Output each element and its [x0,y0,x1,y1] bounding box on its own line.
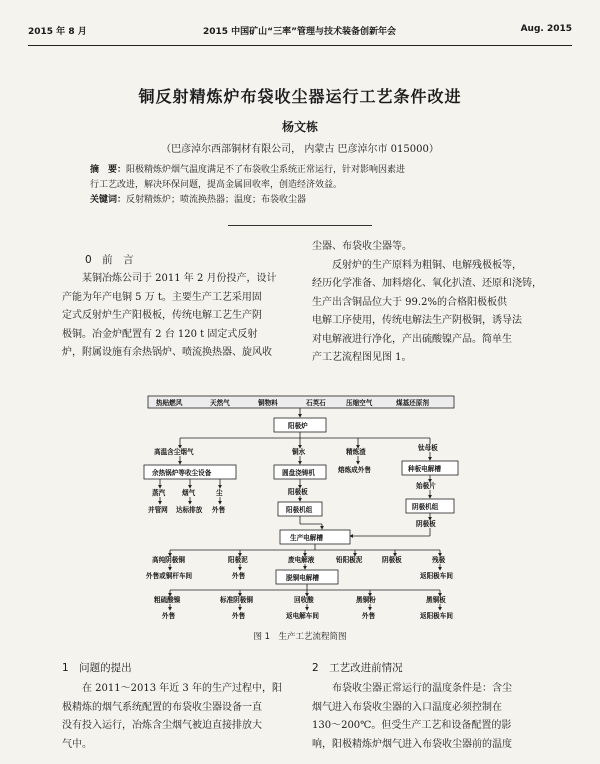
flow-node-use: 返阳极车间 [420,572,453,580]
text-line: 130～200℃。但受生产工艺和设备配置的影 [312,720,512,731]
flow-node-recovered: 回收酸 [294,596,314,604]
abstract-line: 行工艺改进，解决环保问题，提高金属回收率，创造经济效益。 [90,180,343,190]
flow-node-residual: 残极 [432,556,446,564]
text-line: 产能为年产电铜 5 万 t。主要生产工艺采用固 [62,291,262,303]
keywords-label: 关键词： [90,195,127,205]
flow-input: 天然气 [210,399,230,407]
text-line: 极精炼的烟气系统配置的布袋收尘器设备一直 [62,701,262,713]
text-line: 气中。 [62,738,92,750]
abstract-separator [228,225,372,226]
running-header [28,24,572,40]
header-date: 2015 年 8 月 [28,27,87,37]
section-0-title: 0 前 言 [85,254,134,266]
header-rule [28,45,572,46]
flow-node-gas: 高温含尘烟气 [154,448,194,456]
flow-node-waste-heat: 余热锅炉等收尘设备 [152,469,212,477]
right-column-body [312,238,548,368]
flow-node-dust: 尘 [216,489,223,497]
flow-node-use: 外售 [362,612,376,620]
section-2-body [312,680,548,754]
text-line: 反射炉的生产原料为粗铜、电解残极板等， [332,259,522,271]
figure-caption: 图 1 生产工艺流程简图 [253,632,347,642]
flow-node-cathode-unit: 阴极机组 [412,503,439,511]
paper-title: 铜反射精炼炉布袋收尘器运行工艺条件改进 [138,87,462,106]
flow-node-main-tank: 生产电解槽 [290,534,323,542]
text-line: 经历化学准备、加料熔化、氧化扒渣、还原和浇铸， [312,278,542,289]
text-line: 烟气进入布袋收尘器的入口温度必须控制在 [312,701,502,713]
text-line: 极铜。冶金炉配置有 2 台 120 t 固定式反射 [62,328,258,340]
text-line: 没有投入运行，冶炼含尘烟气被迫直接排放大 [62,720,262,731]
flow-node-use: 外售 [232,612,246,620]
flow-node-dust-use: 外售 [212,506,226,514]
flow-node-copper-liquid: 铜水 [292,448,306,456]
keywords-text: 反射精炼炉；喷流换热器；温度；布袋收尘器 [126,195,307,205]
flow-input: 煤基还原剂 [396,399,429,407]
text-line: 尘器、布袋收尘器等。 [312,241,412,252]
text-line: 定式反射炉生产阳极板，传统电解工艺生产阴 [62,310,262,321]
flow-node-anode-plate: 阳极板 [288,488,308,496]
flow-node-start-sheet: 始极片 [416,482,436,490]
text-line: 产工艺流程图见图 1。 [312,352,412,363]
paper-author: 杨文栋 [281,120,318,134]
flow-input: 石英石 [306,399,326,407]
text-line: 布袋收尘器正常运行的温度条件是：含尘 [332,683,512,694]
section-2-title: 2 工艺改进前情况 [312,662,403,674]
text-line: 某铜冶炼公司于 2011 年 2 月份投产，设计 [82,273,277,284]
flow-node-std-cathode: 标准阴极铜 [220,596,253,604]
header-conference: 2015 中国矿山“三率”管理与技术装备创新年会 [203,27,397,37]
flow-node-steam-use: 并管网 [148,506,168,514]
flow-node-refined-slag: 精炼渣 [346,448,366,456]
flow-node-waste-liquor: 废电解液 [288,556,315,564]
flow-node-furnace: 阳极炉 [288,422,308,430]
flow-node-use: 返电解车间 [286,612,319,620]
flow-node-casting: 圆盘浇铸机 [282,469,315,477]
flow-node-use: 外售或铜杆车间 [146,572,193,580]
flow-node-use: 外售 [162,612,176,620]
text-line: 响，阳极精炼炉烟气进入布袋收尘器前的温度 [312,738,512,750]
flow-input: 铜物料 [258,399,278,407]
text-line: 生产出含铜品位大于 99.2%的合格阳极板供 [312,296,507,308]
flow-node-flue-use: 达标排放 [176,506,203,514]
flow-input: 热贴燃风 [156,399,183,407]
flow-node-use: 返阳极车间 [420,612,453,620]
abstract [90,163,510,208]
abstract-line: 阳极精炼炉烟气温度满足不了布袋收尘系统正常运行，针对影响因素进 [126,165,406,175]
text-line: 电解工序使用，传统电解法生产阴极铜，诱导法 [312,315,522,326]
section-1-title: 1 问题的提出 [62,662,132,674]
abstract-label: 摘 要： [90,165,127,175]
flow-node-black-plate: 黑铜板 [426,596,446,604]
section-1-body [62,680,298,754]
section-0-body [62,270,298,363]
flow-node-black-copper: 黑铜粉 [356,596,376,604]
flow-node-titanium-plate: 钛母板 [418,444,438,452]
flow-node-high-nickel: 高纯阴极铜 [152,556,185,564]
text-line: 在 2011～2013 年近 3 年的生产过程中，阳 [82,683,282,694]
flow-node-nickel-sulfate: 粗硫酸镍 [154,596,181,604]
flow-node-cathode-plate: 阴极板 [416,520,436,528]
process-flowchart [140,394,462,624]
flow-input: 压缩空气 [346,399,373,407]
header-date-en: Aug. 2015 [520,24,572,34]
flow-node-steam: 蒸汽 [152,489,166,497]
flow-node-anode-unit: 阳极机组 [286,506,313,514]
flow-node-seed-tank: 种板电解槽 [408,465,441,473]
flow-node-decopper: 脱铜电解槽 [286,574,319,582]
flow-node-flue: 烟气 [182,489,196,497]
flow-node-anode-mud: 阳极泥 [228,556,248,564]
paper-affiliation: （巴彦淖尔西部铜材有限公司， 内蒙古 巴彦淖尔市 015000） [161,144,439,155]
text-line: 对电解液进行净化，产出硫酸镍产品。简单生 [312,333,512,345]
flow-node-slag-return: 熔炼成外售 [338,466,371,474]
flow-node-cathode-out: 阴极板 [382,556,402,564]
flow-node-use: 外售 [232,572,246,580]
flow-node-lead-mud: 铅阳极泥 [336,556,363,564]
text-line: 炉，附属设施有余热锅炉、喷流换热器、旋风收 [62,347,272,358]
